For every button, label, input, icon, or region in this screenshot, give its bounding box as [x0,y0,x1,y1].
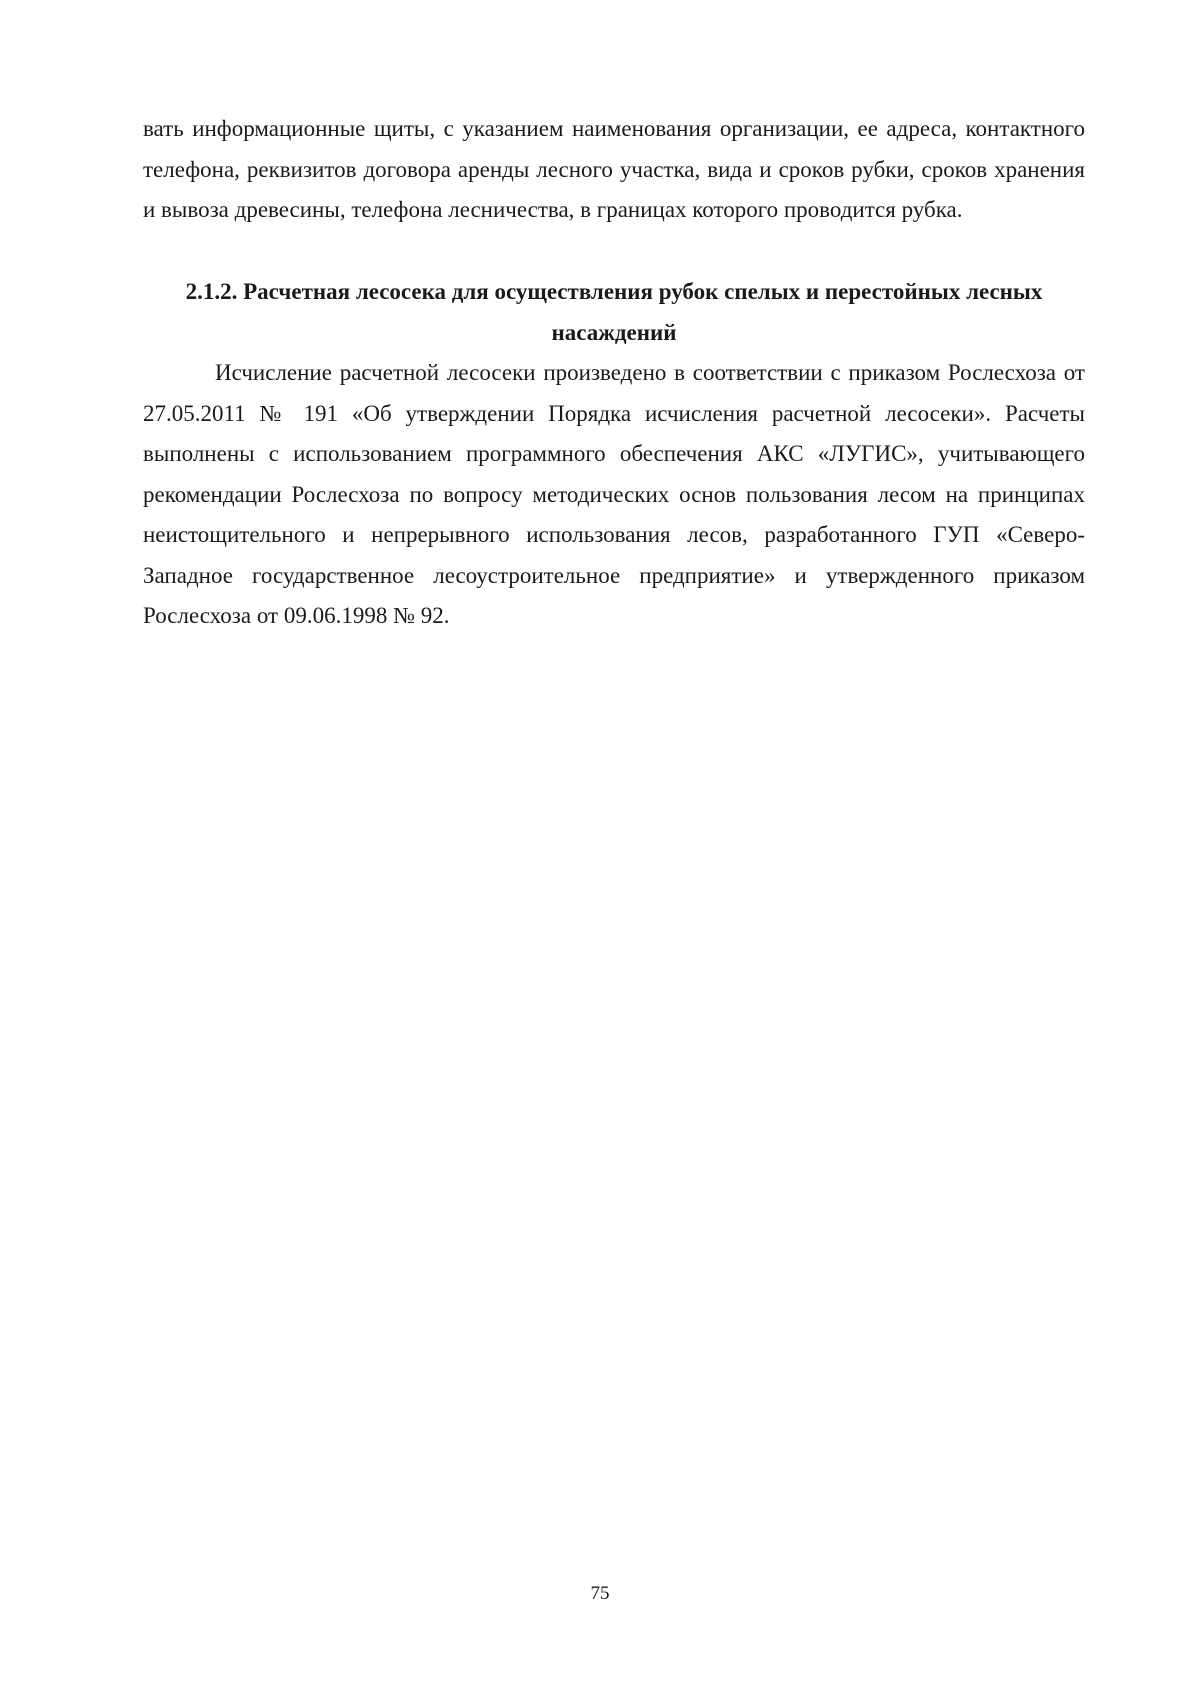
section-heading: 2.1.2. Расчетная лесосека для осуществления рубок спелых и перестойных лесных насаждений [185,279,1043,345]
page-number: 75 [590,1583,610,1604]
continued-paragraph: вать информационные щиты, с указанием наименования организации, ее адреса, контактного телефона, реквизитов договора аренды лесного участка, вида и сроков рубки, сроков хранения и вывоза древесины, телефона лесничества, в границах которого проводится рубка. [143,116,1085,222]
body-paragraph: Исчисление расчетной лесосеки произведено в соответствии с приказом Рослесхоза от 27.05.2011 № 191 «Об утверждении Порядка исчисления расчетной лесосеки». Расчеты выполнены с использованием программного обеспечения АКС «ЛУГИС», учитывающего рекомендации Рослесхоза по вопросу методических основ пользования лесом на принципах неистощительного и непрерывного использования лесов, разработанного ГУП «Северо-Западное государственное лесоустроительное предприятие» и утвержденного приказом Рослесхоза от 09.06.1998 № 92. [143,360,1085,628]
